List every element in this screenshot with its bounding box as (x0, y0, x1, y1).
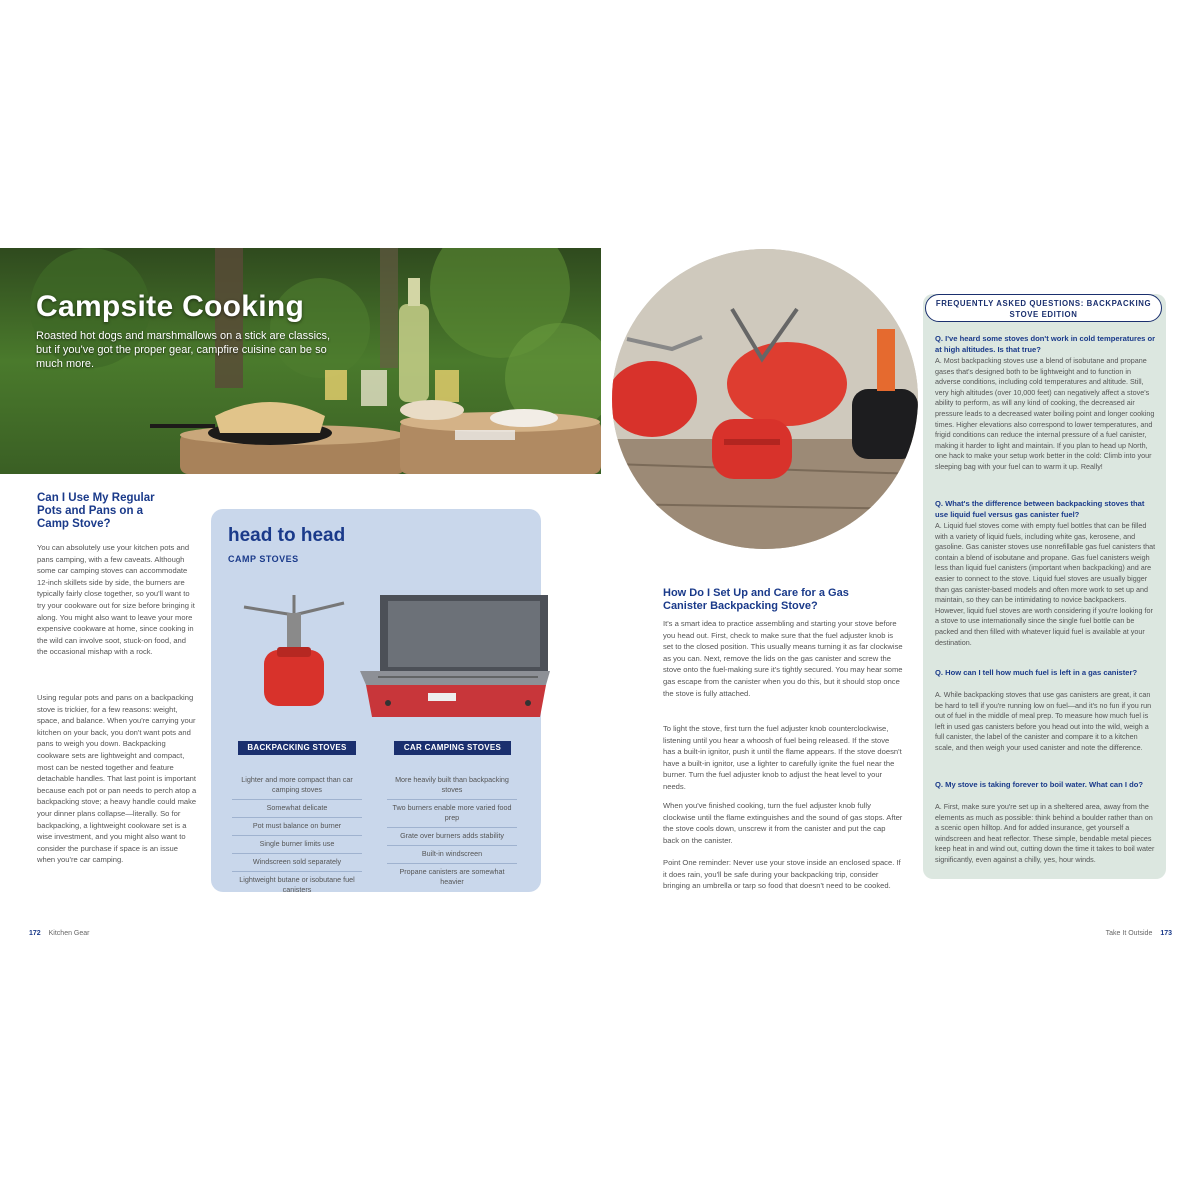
faq-question-3: Q. How can I tell how much fuel is left in a gas canister? (935, 668, 1138, 677)
left-paragraph-1: You can absolutely use your kitchen pots and pans camping, with a few caveats. Although some car camping stoves can accommodate 12-inch skillets side by side, the burners are typically fairly close together, so you'll want to try your cookware out for size before bringing it along. You might also want to leave your more expensive cookware at home, since cooking in the wild can involve soot, stuck-on food, and the occasional mishap with a rock. (37, 543, 195, 657)
left-section-title: Can I Use My Regular Pots and Pans on a Camp Stove? (37, 492, 155, 530)
faq-answer-1: A. Most backpacking stoves use a blend of isobutane and propane gases that's designed both to be lightweight and to function in adverse conditions, including cold temperatures and altitude. Still, very high altitudes (over 10,000 feet) can negatively affect a stove's ability to perform, as will any kind of cooking, the decreased air pressure leads to a decreased water boiling point and longer cooking times. Higher elevations also correspond to lower temperatures, and frigid conditions can reduce the internal pressure of a fuel canister, making it harder to light and maintain. If you plan to head up North, one hack to make your setup work better in the cold: Climb into your sleeping bag with your fuel can to warm it up. Really! (935, 356, 1155, 471)
list-item: Windscreen sold separately (232, 854, 362, 872)
list-item: Lighter and more compact than car camping stoves (232, 772, 362, 800)
faq-header: FREQUENTLY ASKED QUESTIONS: BACKPACKING STOVE EDITION (925, 294, 1162, 322)
backpacking-stove-icon (239, 585, 349, 709)
right-section-title: How Do I Set Up and Care for a Gas Canister Backpacking Stove? (663, 587, 849, 612)
head-to-head-subtitle: CAMP STOVES (228, 554, 299, 564)
list-item: Propane canisters are somewhat heavier (399, 867, 505, 886)
footer-left-section: Kitchen Gear (48, 930, 90, 937)
footer-right (1106, 930, 1172, 937)
backpacking-stove-list (232, 772, 362, 899)
right-paragraph-2: To light the stove, first turn the fuel adjuster knob counterclockwise, listening until you hear a whoosh of fuel being released. If the stove has a built-in ignitor, push it until the flame appears. If the stove doesn't have a built-in ignitor, use a lighter to carefully ignite the fuel near the burner. Turn the fuel adjuster knob to adjust the heat level to your needs. (663, 724, 902, 791)
list-item: Two burners enable more varied food prep (387, 800, 517, 828)
footer-right-section: Take It Outside (1105, 930, 1153, 937)
page-number-right: 173 (1160, 930, 1172, 937)
list-item: Built-in windscreen (387, 846, 517, 864)
page-number-left: 172 (29, 930, 41, 937)
list-item: Lightweight butane or isobutane fuel canisters (239, 875, 355, 894)
head-to-head-title: head to head (228, 525, 346, 546)
stove-circle-photo (612, 249, 918, 549)
faq-panel (923, 294, 1166, 879)
list-item: Single burner limits use (232, 836, 362, 854)
car-camping-stove-icon (358, 593, 553, 721)
list-item: Somewhat delicate (232, 800, 362, 818)
faq-question-1: Q. I've heard some stoves don't work in cold temperatures or at high altitudes. Is that true? (935, 334, 1156, 354)
head-to-head-panel (211, 509, 541, 892)
left-paragraph-2: Using regular pots and pans on a backpacking stove is trickier, for a few reasons: weight, space, and balance. When you're carrying your kitchen on your back, you don't want pots and pans to weigh you down. Backpacking cookware sets are lightweight and compact, most can be nested together and feature detachable handles. That last point is important because each pot or pan needs to perch atop a backpacking stove; a heavy handle could make your dinner plans collapse—literally. So for backpacking, a lightweight cookware set is a wise investment, and you might also want to consider the purchase if space is an issue when you're car camping. (37, 693, 197, 865)
hero-subtitle: Roasted hot dogs and marshmallows on a stick are classics, but if you've got the proper gear, campfire cuisine can be so much more. (36, 330, 331, 370)
right-paragraph-4: Point One reminder: Never use your stove inside an enclosed space. If it does rain, you'll be safe during your backpacking trip, consider bringing an umbrella or tarp so food that doesn't need to be cooked. (663, 858, 901, 891)
right-paragraph-3: When you've finished cooking, turn the fuel adjuster knob fully clockwise until the flame extinguishes and the sound of gas stops. After the stove cools down, unscrew it from the canister and put the cap back on the canister. (663, 801, 903, 845)
faq-question-4: Q. My stove is taking forever to boil water. What can I do? (935, 780, 1144, 789)
backpacking-stoves-label: BACKPACKING STOVES (238, 741, 356, 755)
faq-answer-2: A. Liquid fuel stoves come with empty fuel bottles that can be filled with a variety of liquid fuels, including white gas, kerosene, and gasoline. Gas canister stoves use nonrefillable gas fuel canisters that contain a blend of isobutane and propane. Gas fuel canisters weigh less than liquid fuel canisters (important when backpacking) and are easier to connect to the stove. Liquid fuel stoves are usually bigger than gas canister-based models and often more work to set up and maintain, so they can be intimidating to novice backpackers. However, liquid fuel stoves are worth considering if you're looking for a stove to use internationally since the single fuel bottle can be packed and then filled with whatever liquid fuel is available at your destination. (935, 521, 1156, 647)
list-item: More heavily built than backpacking stoves (387, 772, 517, 800)
faq-answer-3: A. While backpacking stoves that use gas canisters are great, it can be hard to tell if you're running low on fuel—and it's no fun if you run out of fuel in the middle of meal prep. To measure how much fuel is left in used gas canisters before you head out into the wild, weigh a full canister, the label of the canister and compare it to a kitchen scale, and then weigh your used canister and note the difference. (935, 690, 1152, 752)
faq-answer-4: A. First, make sure you're set up in a sheltered area, away from the elements as much as possible: think behind a boulder rather than on a scenic open hilltop. And for added insurance, get yourself a windscreen and heat reflector. These simple, bendable metal pieces keep heat in and wind out, cutting down the time it takes to boil water significantly, even against a chilly, yes, hour winds. (935, 802, 1155, 864)
footer-left (29, 930, 90, 937)
faq-question-2: Q. What's the difference between backpacking stoves that use liquid fuel versus gas canister fuel? (935, 499, 1145, 519)
car-camping-stoves-label: CAR CAMPING STOVES (394, 741, 511, 755)
right-paragraph-1: It's a smart idea to practice assembling and starting your stove before you head out. First, check to make sure that the fuel adjuster knob is set to the closed position. This usually means turning it as far clockwise as you can. Next, remove the lids on the gas canister and screw the stove onto the fuel-making sure it's tightly secured. You may hear some gas escape from the canister when you do this, but it should stop once the stove is fully attached. (663, 619, 903, 698)
car-camping-stove-list (387, 772, 517, 891)
hero-title: Campsite Cooking (36, 290, 305, 323)
stoves-photo-illustration (612, 249, 918, 549)
list-item: Pot must balance on burner (232, 818, 362, 836)
list-item: Grate over burners adds stability (387, 828, 517, 846)
